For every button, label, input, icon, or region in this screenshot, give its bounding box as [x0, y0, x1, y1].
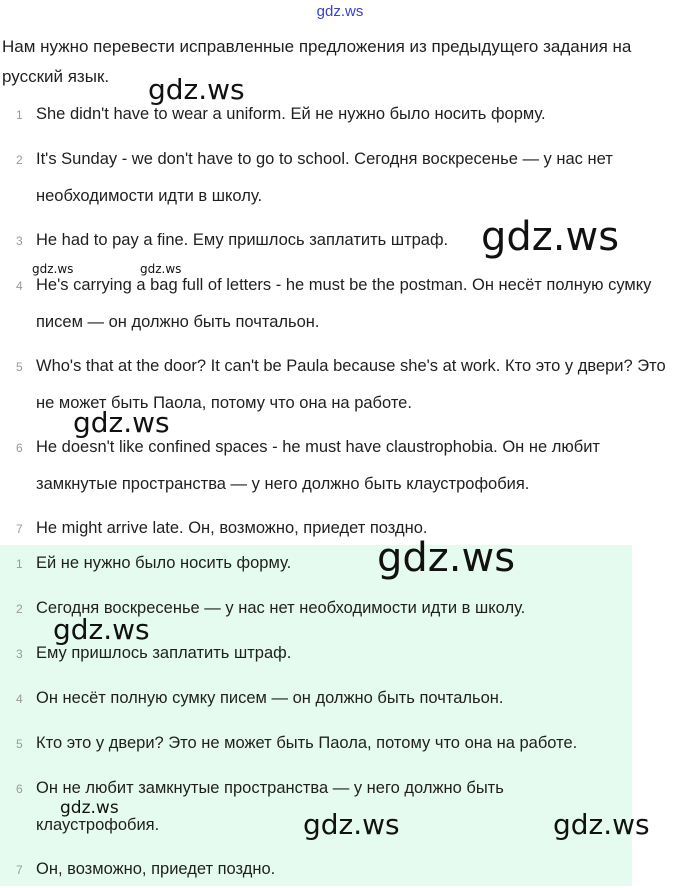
watermark: gdz.ws	[377, 535, 516, 581]
item-number: 1	[16, 108, 23, 122]
item-text: Who's that at the door? It can't be Paula because she's at work. Кто это у двери? Это не может быть Паола, потому что она на работе.	[36, 357, 666, 412]
item-number: 5	[16, 360, 23, 374]
item-text: It's Sunday - we don't have to go to school. Сегодня воскресенье — у нас нет необходимости идти в школу.	[36, 150, 613, 205]
item-number: 1	[16, 557, 23, 571]
watermark: gdz.ws	[553, 808, 650, 841]
item-number: 7	[16, 863, 23, 877]
item-text: Он не любит замкнутые пространства — у него должно быть клаустрофобия.	[36, 779, 504, 834]
item-text: He's carrying a bag full of letters - he must be the postman. Он несёт полную сумку писем — он должно быть почтальон.	[36, 276, 652, 331]
item-text: Он несёт полную сумку писем — он должно быть почтальон.	[36, 689, 504, 707]
watermark: gdz.ws	[148, 73, 245, 106]
item-number: 4	[16, 692, 23, 706]
item-text: Ему пришлось заплатить штраф.	[36, 644, 292, 662]
item-text: He might arrive late. Он, возможно, приедет поздно.	[36, 519, 428, 537]
watermark: gdz.ws	[60, 798, 119, 818]
item-number: 4	[16, 279, 23, 293]
watermark: gdz.ws	[73, 406, 170, 439]
watermark: gdz.ws	[32, 262, 74, 276]
item-text: He doesn't like confined spaces - he must have claustrophobia. Он не любит замкнутые пространства — у него должно быть клаустрофобия.	[36, 438, 600, 493]
item-text: He had to pay a fine. Ему пришлось заплатить штраф.	[36, 231, 449, 249]
watermark: gdz.ws	[303, 808, 400, 841]
item-text: Кто это у двери? Это не может быть Паола, потому что она на работе.	[36, 734, 578, 752]
watermark: gdz.ws	[140, 262, 182, 276]
item-number: 3	[16, 647, 23, 661]
item-number: 2	[16, 153, 23, 167]
item-number: 5	[16, 737, 23, 751]
item-number: 2	[16, 602, 23, 616]
watermark: gdz.ws	[481, 214, 620, 260]
item-number: 6	[16, 441, 23, 455]
item-text: Ей не нужно было носить форму.	[36, 554, 292, 572]
item-number: 7	[16, 522, 23, 536]
item-number: 3	[16, 234, 23, 248]
watermark: gdz.ws	[53, 613, 150, 646]
item-number: 6	[16, 782, 23, 796]
item-text: She didn't have to wear a uniform. Ей не нужно было носить форму.	[36, 105, 546, 123]
item-text: Сегодня воскресенье — у нас нет необходимости идти в школу.	[36, 599, 526, 617]
item-text: Он, возможно, приедет поздно.	[36, 860, 276, 878]
intro-text: Нам нужно перевести исправленные предложения из предыдущего задания на русский язык.	[2, 37, 632, 86]
top-watermark: gdz.ws	[316, 3, 364, 20]
